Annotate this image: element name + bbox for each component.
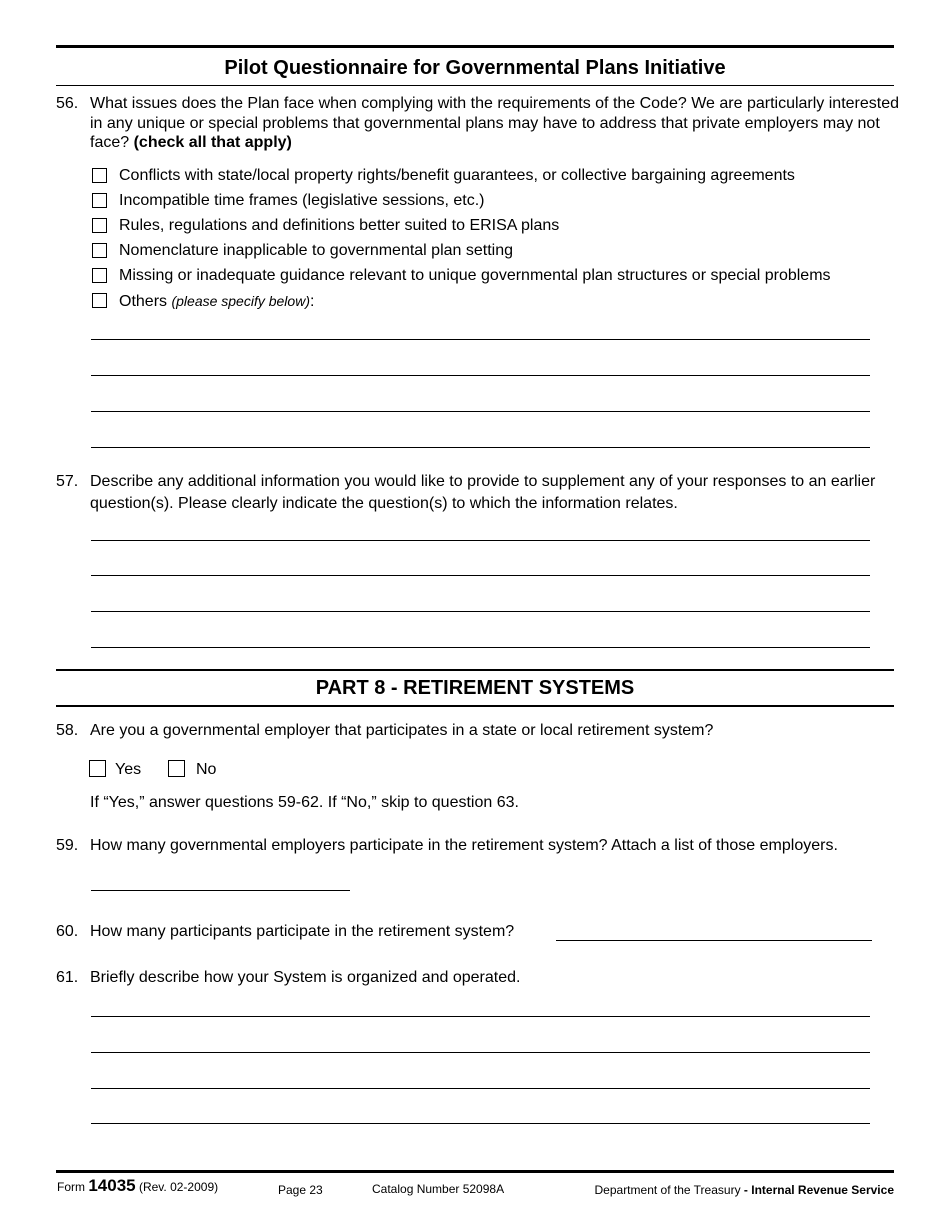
question-59 [56,836,916,856]
employer-count-line[interactable] [91,890,350,891]
checkbox[interactable] [92,193,107,208]
question-text: Are you a governmental employer that participates in a state or local retirement system? [90,722,714,739]
catalog-number: Catalog Number 52098A [372,1182,505,1196]
checkbox[interactable] [92,168,107,183]
answer-line[interactable] [91,575,870,576]
answer-line[interactable] [91,1052,870,1053]
question-57 [56,471,891,514]
answer-line[interactable] [91,647,870,648]
answer-line[interactable] [91,611,870,612]
question-text: How many participants participate in the retirement system? [90,923,515,940]
question-number: 59. [56,837,79,854]
others-note: (please specify below) [171,293,310,309]
option-label: Missing or inadequate guidance relevant to unique governmental plan structures or special problems [119,267,831,284]
top-rule-thick [56,45,894,48]
form-number: 14035 [88,1176,136,1195]
no-label: No [196,761,217,778]
option-label: Conflicts with state/local property rights/benefit guarantees, or collective bargaining agreements [119,167,795,184]
form-id: Form 14035 (Rev. 02-2009) [57,1176,219,1195]
section-rule-top [56,669,894,671]
section-rule-bottom [56,705,894,707]
question-60 [56,922,576,942]
check-all-note: (check all that apply) [133,134,292,151]
answer-line[interactable] [91,339,870,340]
question-58 [56,721,901,741]
question-58-instruction: If “Yes,” answer questions 59-62. If “No,” skip to question 63. [90,794,519,811]
question-number: 58. [56,722,79,739]
no-checkbox[interactable] [168,760,185,777]
option-label: Nomenclature inapplicable to governmental plan setting [119,242,514,259]
checkbox[interactable] [92,218,107,233]
answer-line[interactable] [91,540,870,541]
answer-line[interactable] [91,411,870,412]
checkbox[interactable] [92,243,107,258]
footer-rule [56,1170,894,1173]
answer-line[interactable] [91,375,870,376]
option-label: Incompatible time frames (legislative sessions, etc.) [119,192,485,209]
participant-count-line[interactable] [556,940,872,941]
question-text: Briefly describe how your System is organized and operated. [90,969,521,986]
option-label: Rules, regulations and definitions better suited to ERISA plans [119,217,560,234]
answer-line[interactable] [91,1088,870,1089]
department: Department of the Treasury - Internal Revenue Service [594,1183,894,1197]
page-number: Page 23 [278,1183,323,1197]
option-label: Others (please specify below): [119,293,315,310]
checkbox[interactable] [92,293,107,308]
question-number: 57. [56,473,79,490]
answer-line[interactable] [91,1123,870,1124]
section-title-underline [56,85,894,86]
section-title-questionnaire: Pilot Questionnaire for Governmental Plans Initiative [224,57,726,79]
question-56 [56,94,901,153]
question-number: 56. [56,95,79,112]
revision: (Rev. 02-2009) [138,1180,219,1194]
question-number: 61. [56,969,79,986]
question-text: What issues does the Plan face when complying with the requirements of the Code? We are particularly interested in any unique or special problems that governmental plans may have to address that private employers may not face? (check all that apply) [90,95,900,151]
checkbox[interactable] [92,268,107,283]
question-number: 60. [56,923,79,940]
yes-checkbox[interactable] [89,760,106,777]
section-title-part-8: PART 8 - RETIREMENT SYSTEMS [315,677,635,699]
answer-line[interactable] [91,447,870,448]
answer-line[interactable] [91,1016,870,1017]
question-61 [56,968,901,988]
yes-label: Yes [115,761,142,778]
question-text: How many governmental employers participate in the retirement system? Attach a list of those employers. [90,837,838,854]
agency: - Internal Revenue Service [743,1183,894,1197]
question-text: Describe any additional information you would like to provide to supplement any of your responses to an earlier question(s). Please clearly indicate the question(s) to which the information relates. [90,473,876,512]
